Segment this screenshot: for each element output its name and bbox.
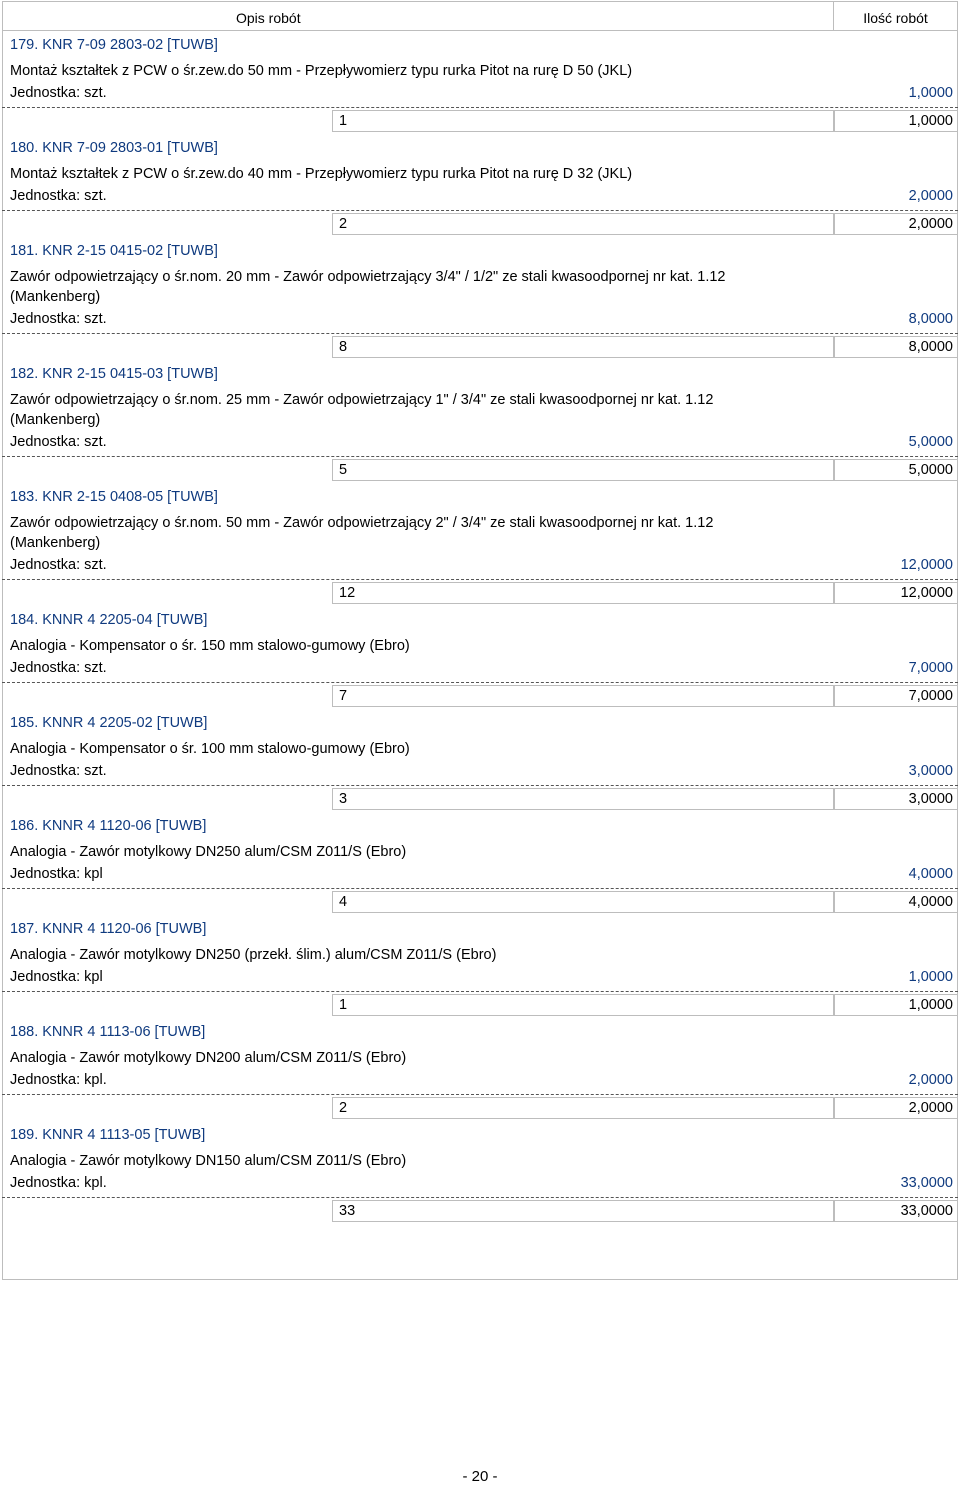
cost-item xyxy=(2,709,958,812)
item-unit: Jednostka: szt. xyxy=(10,188,107,204)
item-description xyxy=(10,1149,810,1171)
calculation-result: 2,0000 xyxy=(908,216,953,232)
calculation-result-cell xyxy=(834,110,958,132)
calculation-result: 1,0000 xyxy=(908,997,953,1013)
calculation-expression-cell xyxy=(332,994,834,1016)
header-quantity-label: Ilość robót xyxy=(863,10,928,26)
calculation-result-cell xyxy=(834,459,958,481)
cost-item xyxy=(2,915,958,1018)
header-description-label: Opis robót xyxy=(236,10,301,26)
page-number: - 20 - xyxy=(462,1468,498,1485)
calculation-expression: 7 xyxy=(339,688,348,704)
cost-item xyxy=(2,360,958,483)
item-code: 186. KNNR 4 1120-06 [TUWB] xyxy=(10,818,207,834)
cost-item xyxy=(2,237,958,360)
calculation-result: 12,0000 xyxy=(900,585,953,601)
item-code: 188. KNNR 4 1113-06 [TUWB] xyxy=(10,1024,206,1040)
item-description xyxy=(10,840,810,862)
table-bottom-border xyxy=(2,1279,958,1280)
calculation-result-cell xyxy=(834,994,958,1016)
cost-estimate-items xyxy=(0,31,960,1224)
item-description xyxy=(10,943,810,965)
calculation-expression: 2 xyxy=(339,1100,348,1116)
item-description-line: Zawór odpowietrzający o śr.nom. 50 mm - Zawór odpowietrzający 2" / 3/4" ze stali kwasoodpornej nr kat. 1.12 xyxy=(10,515,714,531)
calculation-result: 33,0000 xyxy=(900,1203,953,1219)
calculation-expression-cell xyxy=(332,1200,834,1222)
cost-item xyxy=(2,31,958,134)
item-description-line: (Mankenberg) xyxy=(10,289,101,305)
calculation-expression: 8 xyxy=(339,339,348,355)
calculation-expression: 3 xyxy=(339,791,348,807)
calculation-expression: 5 xyxy=(339,462,348,478)
header-quantity-column xyxy=(833,1,958,31)
item-code: 189. KNNR 4 1113-05 [TUWB] xyxy=(10,1127,206,1143)
item-description-line: Analogia - Zawór motylkowy DN250 alum/CSM Z011/S (Ebro) xyxy=(10,844,407,860)
cost-item xyxy=(2,483,958,606)
calculation-expression-cell xyxy=(332,459,834,481)
item-unit: Jednostka: szt. xyxy=(10,311,107,327)
item-code: 184. KNNR 4 2205-04 [TUWB] xyxy=(10,612,208,628)
calculation-expression: 12 xyxy=(339,585,356,601)
calculation-result: 1,0000 xyxy=(908,113,953,129)
item-description-line: Analogia - Zawór motylkowy DN250 (przekł. ślim.) alum/CSM Z011/S (Ebro) xyxy=(10,947,497,963)
calculation-result-cell xyxy=(834,1200,958,1222)
cost-item xyxy=(2,1018,958,1121)
item-code: 179. KNR 7-09 2803-02 [TUWB] xyxy=(10,37,218,53)
calculation-result: 3,0000 xyxy=(908,791,953,807)
calculation-result-cell xyxy=(834,582,958,604)
calculation-result-cell xyxy=(834,788,958,810)
item-total-quantity: 2,0000 xyxy=(908,1072,953,1088)
item-description xyxy=(10,511,810,553)
item-description-line: Montaż kształtek z PCW o śr.zew.do 40 mm - Przepływomierz typu rurka Pitot na rurę D 32 (JKL) xyxy=(10,166,633,182)
calculation-expression: 2 xyxy=(339,216,348,232)
calculation-expression-cell xyxy=(332,685,834,707)
item-unit: Jednostka: szt. xyxy=(10,660,107,676)
calculation-result-cell xyxy=(834,685,958,707)
item-description-line: Analogia - Kompensator o śr. 100 mm stalowo-gumowy (Ebro) xyxy=(10,741,410,757)
item-unit: Jednostka: kpl xyxy=(10,866,103,882)
item-description xyxy=(10,162,810,184)
calculation-expression: 1 xyxy=(339,997,348,1013)
item-description-line: (Mankenberg) xyxy=(10,535,101,551)
item-total-quantity: 4,0000 xyxy=(908,866,953,882)
item-description-line: (Mankenberg) xyxy=(10,412,101,428)
item-total-quantity: 7,0000 xyxy=(908,660,953,676)
calculation-result: 2,0000 xyxy=(908,1100,953,1116)
item-total-quantity: 3,0000 xyxy=(908,763,953,779)
item-code: 183. KNR 2-15 0408-05 [TUWB] xyxy=(10,489,218,505)
calculation-result-cell xyxy=(834,336,958,358)
item-description-line: Zawór odpowietrzający o śr.nom. 20 mm - Zawór odpowietrzający 3/4" / 1/2" ze stali kwasoodpornej nr kat. 1.12 xyxy=(10,269,726,285)
item-code: 180. KNR 7-09 2803-01 [TUWB] xyxy=(10,140,218,156)
calculation-result-cell xyxy=(834,213,958,235)
calculation-expression-cell xyxy=(332,1097,834,1119)
item-total-quantity: 5,0000 xyxy=(908,434,953,450)
item-description xyxy=(10,1046,810,1068)
item-description-line: Analogia - Zawór motylkowy DN150 alum/CSM Z011/S (Ebro) xyxy=(10,1153,407,1169)
item-total-quantity: 12,0000 xyxy=(900,557,953,573)
calculation-expression: 33 xyxy=(339,1203,356,1219)
item-code: 182. KNR 2-15 0415-03 [TUWB] xyxy=(10,366,218,382)
item-description xyxy=(10,265,810,307)
item-description-line: Montaż kształtek z PCW o śr.zew.do 50 mm - Przepływomierz typu rurka Pitot na rurę D 50 (JKL) xyxy=(10,63,633,79)
calculation-expression-cell xyxy=(332,582,834,604)
item-unit: Jednostka: szt. xyxy=(10,557,107,573)
item-unit: Jednostka: szt. xyxy=(10,763,107,779)
item-total-quantity: 1,0000 xyxy=(908,85,953,101)
item-description xyxy=(10,737,810,759)
cost-item xyxy=(2,606,958,709)
calculation-expression: 4 xyxy=(339,894,348,910)
item-unit: Jednostka: kpl xyxy=(10,969,103,985)
cost-item xyxy=(2,134,958,237)
item-code: 187. KNNR 4 1120-06 [TUWB] xyxy=(10,921,207,937)
item-code: 181. KNR 2-15 0415-02 [TUWB] xyxy=(10,243,218,259)
calculation-expression-cell xyxy=(332,336,834,358)
item-unit: Jednostka: kpl. xyxy=(10,1175,107,1191)
item-description-line: Analogia - Kompensator o śr. 150 mm stalowo-gumowy (Ebro) xyxy=(10,638,410,654)
item-description-line: Zawór odpowietrzający o śr.nom. 25 mm - Zawór odpowietrzający 1" / 3/4" ze stali kwasoodpornej nr kat. 1.12 xyxy=(10,392,714,408)
header-description-column xyxy=(2,1,834,31)
calculation-expression-cell xyxy=(332,788,834,810)
calculation-expression-cell xyxy=(332,891,834,913)
item-description xyxy=(10,388,810,430)
item-unit: Jednostka: szt. xyxy=(10,434,107,450)
calculation-result: 4,0000 xyxy=(908,894,953,910)
item-unit: Jednostka: szt. xyxy=(10,85,107,101)
item-description xyxy=(10,59,810,81)
calculation-expression: 1 xyxy=(339,113,348,129)
cost-item xyxy=(2,812,958,915)
item-description-line: Analogia - Zawór motylkowy DN200 alum/CSM Z011/S (Ebro) xyxy=(10,1050,407,1066)
calculation-result: 7,0000 xyxy=(908,688,953,704)
calculation-result-cell xyxy=(834,891,958,913)
calculation-result: 8,0000 xyxy=(908,339,953,355)
calculation-result-cell xyxy=(834,1097,958,1119)
item-code: 185. KNNR 4 2205-02 [TUWB] xyxy=(10,715,208,731)
item-unit: Jednostka: kpl. xyxy=(10,1072,107,1088)
calculation-result: 5,0000 xyxy=(908,462,953,478)
cost-item xyxy=(2,1121,958,1224)
item-total-quantity: 1,0000 xyxy=(908,969,953,985)
item-total-quantity: 8,0000 xyxy=(908,311,953,327)
calculation-expression-cell xyxy=(332,213,834,235)
calculation-expression-cell xyxy=(332,110,834,132)
item-description xyxy=(10,634,810,656)
item-total-quantity: 33,0000 xyxy=(900,1175,953,1191)
item-total-quantity: 2,0000 xyxy=(908,188,953,204)
